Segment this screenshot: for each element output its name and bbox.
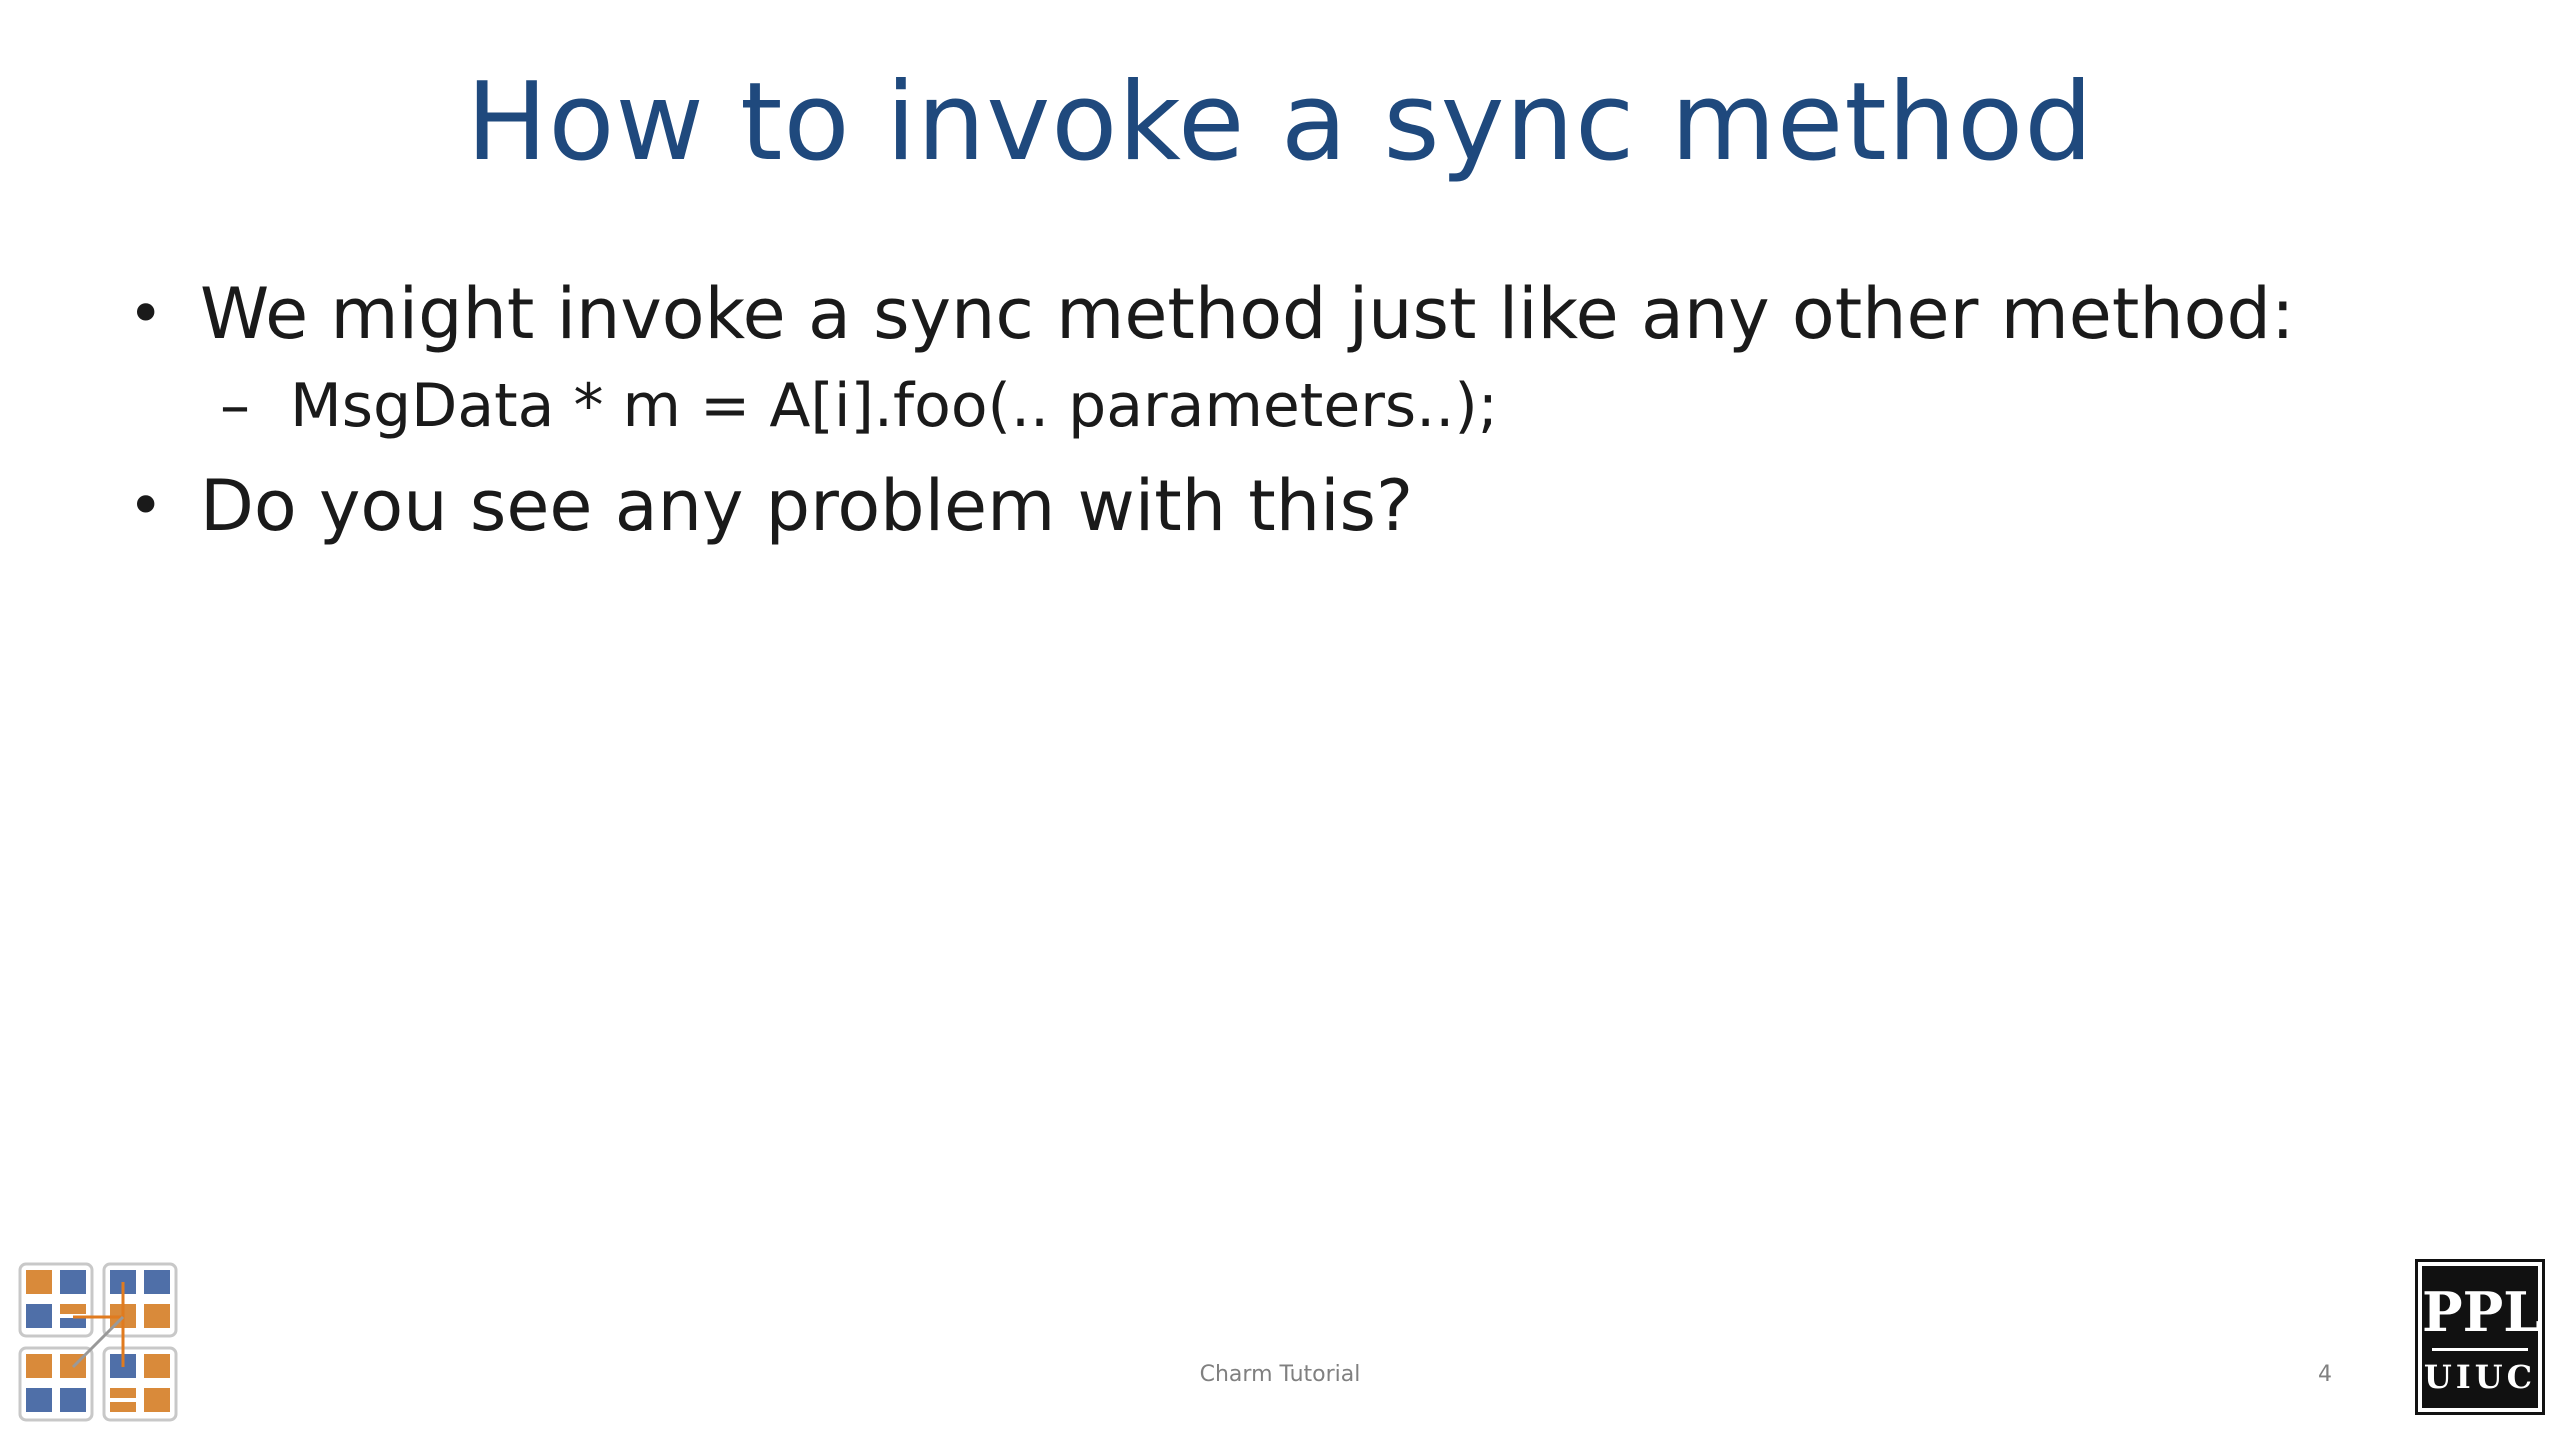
sub-bullet-dash-icon: – xyxy=(220,371,250,441)
logo-divider xyxy=(2432,1348,2528,1351)
logo-uiuc-text: UIUC xyxy=(2423,1358,2537,1396)
slide-title: How to invoke a sync method xyxy=(466,60,2094,185)
bullet-dot-icon: • xyxy=(128,471,164,541)
bullet-list xyxy=(120,262,2480,558)
sub-bullet-item xyxy=(120,360,2480,452)
logo-ppl-text: PPL xyxy=(2422,1280,2542,1344)
sub-bullet-text: MsgData * m = A[i].foo(.. parameters..); xyxy=(290,371,1498,441)
bullet-item xyxy=(120,454,2480,558)
bullet-text: We might invoke a sync method just like any other method: xyxy=(200,273,2295,355)
bullet-text: Do you see any problem with this? xyxy=(200,465,1414,547)
bullet-item xyxy=(120,262,2480,366)
page-number: 4 xyxy=(2318,1362,2332,1387)
ppl-uiuc-logo-icon xyxy=(2418,1262,2542,1412)
bullet-dot-icon: • xyxy=(128,279,164,349)
footer-title: Charm Tutorial xyxy=(1199,1362,1361,1387)
ppl-grid-logo-icon xyxy=(18,1262,178,1422)
